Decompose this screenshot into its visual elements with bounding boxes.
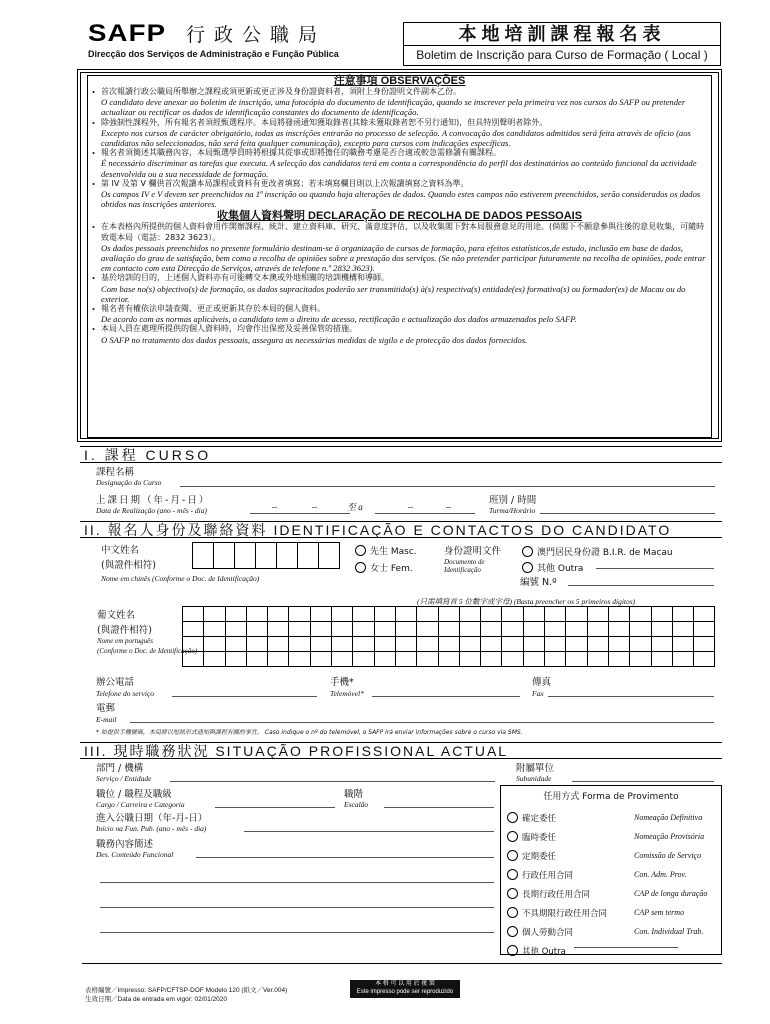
observation-item <box>92 304 707 324</box>
section-course-heading: I. 課程 CURSO <box>80 446 722 463</box>
provimento-label-pt: Nomeação Provisória <box>634 832 705 841</box>
pt-name-cell[interactable] <box>310 622 331 637</box>
provimento-label-cn: 不具期限行政任用合同 <box>522 908 608 919</box>
pt-name-cell[interactable] <box>268 622 289 637</box>
provimento-radio[interactable] <box>507 907 518 918</box>
pt-name-cell[interactable] <box>332 607 353 622</box>
data-declaration-heading: 收集個人資料聲明 DECLARAÇÃO DE RECOLHA DE DADOS PESSOAIS <box>216 210 583 223</box>
pt-name-cell[interactable] <box>672 622 693 637</box>
prov-other-field[interactable] <box>574 947 678 948</box>
pt-name-cell[interactable] <box>459 637 480 652</box>
pt-name-cell[interactable] <box>523 652 544 667</box>
pt-name-cell[interactable] <box>310 637 331 652</box>
date-dash-2: – <box>312 502 317 513</box>
provimento-option[interactable] <box>501 903 721 922</box>
pt-name-cell[interactable] <box>587 652 608 667</box>
observation-text-cn: • 基於培訓的目的，上述個人資料亦有可能轉交本澳或外地相關的培訓機構和導師。 <box>101 273 389 283</box>
pt-name-cell[interactable] <box>204 652 225 667</box>
pt-name-cell[interactable] <box>694 622 715 637</box>
pt-name-cell[interactable] <box>289 652 310 667</box>
pt-name-cell[interactable] <box>225 607 246 622</box>
logo-chinese: 行政公職局 <box>186 24 327 46</box>
pt-name-cell[interactable] <box>246 637 267 652</box>
pt-name-cell[interactable] <box>310 607 331 622</box>
pt-name-cell[interactable] <box>353 607 374 622</box>
pt-name-cell[interactable] <box>630 607 651 622</box>
pt-name-cell[interactable] <box>268 607 289 622</box>
pt-name-cell[interactable] <box>587 622 608 637</box>
pt-name-cell[interactable] <box>694 652 715 667</box>
observations-heading: 注意事項 OBSERVAÇÕES <box>333 75 466 87</box>
pt-name-cell[interactable] <box>651 652 672 667</box>
pt-name-cell[interactable] <box>204 622 225 637</box>
escalao-label-pt: Escalão <box>344 800 369 809</box>
observation-text-cn: • 本局人員在處理所提供的個人資料時，均會作出保密及妥善保管的措施。 <box>101 324 357 334</box>
provimento-label-cn: 長期行政任用合同 <box>522 889 591 900</box>
pt-name-cell[interactable] <box>481 652 502 667</box>
other-doc-radio[interactable] <box>522 562 533 573</box>
pt-name-cell[interactable] <box>268 652 289 667</box>
course-date-label: 上課日期（年-月-日） <box>96 495 211 506</box>
start-date-field[interactable] <box>250 513 350 514</box>
mobile-field[interactable] <box>372 696 520 697</box>
pt-name-cell[interactable] <box>672 637 693 652</box>
provimento-label-pt: CAP sem termo <box>634 908 685 917</box>
pt-name-cell[interactable] <box>289 607 310 622</box>
course-date-label-pt: Data de Realização (ano - mês - dia) <box>96 506 208 515</box>
provimento-box <box>500 785 722 955</box>
pt-name-cell[interactable] <box>289 622 310 637</box>
chinese-name-label: 中文姓名 <box>101 545 140 556</box>
provimento-label-pt: Comissão de Serviço <box>634 851 702 860</box>
subunit-label-pt: Subunidade <box>516 774 552 783</box>
pt-name-cell[interactable] <box>225 652 246 667</box>
pt-name-cell[interactable] <box>395 607 416 622</box>
pt-name-cell[interactable] <box>672 607 693 622</box>
dept-label: 部門 / 機構 <box>96 763 144 774</box>
pt-name-cell[interactable] <box>246 622 267 637</box>
form-title-pt: Boletim de Inscrição para Curso de Formação ( Local ) <box>416 48 708 62</box>
chinese-name-label-2: (與證件相符) <box>101 560 156 571</box>
footer-divider <box>82 963 722 964</box>
email-field[interactable] <box>130 722 714 723</box>
pt-name-cell[interactable] <box>523 607 544 622</box>
pt-name-cell[interactable] <box>183 622 204 637</box>
fax-label: 傳真 <box>532 677 552 688</box>
provimento-label-cn: 臨時委任 <box>522 832 557 843</box>
pt-name-cell[interactable] <box>353 622 374 637</box>
female-label: 女士 Fem. <box>370 564 413 574</box>
observation-item <box>92 148 707 179</box>
fax-field[interactable] <box>548 696 714 697</box>
female-option[interactable] <box>355 558 413 576</box>
pt-name-cell[interactable] <box>183 607 204 622</box>
pt-name-cell[interactable] <box>630 637 651 652</box>
pt-name-cell[interactable] <box>545 652 566 667</box>
provimento-title: 任用方式 Forma de Provimento <box>543 792 679 802</box>
section-identification-heading: II. 報名人身份及聯絡資料 IDENTIFICAÇÃO E CONTACTOS DO CANDIDATO <box>80 521 722 538</box>
pt-name-cell[interactable] <box>183 637 204 652</box>
pt-name-cell[interactable] <box>545 607 566 622</box>
observation-text-cn: • 報名者有權依法申請查閱、更正或更新其存於本局的個人資料。 <box>101 304 325 314</box>
pt-name-cell[interactable] <box>481 637 502 652</box>
pt-name-label-pt-2: (Conforme o Doc. de Identificação) <box>97 647 198 655</box>
provimento-option[interactable] <box>501 865 721 884</box>
pt-name-cell[interactable] <box>417 622 438 637</box>
footer-form-number: 表格編號／Impresso: SAFP/CFTSP-DOF Modelo 120 (紙文／Ver.004) <box>85 987 288 994</box>
doc-number-label: 編號 N.º <box>520 577 557 588</box>
pt-name-cell[interactable] <box>608 622 629 637</box>
observation-item <box>92 222 707 273</box>
pt-name-cell[interactable] <box>417 607 438 622</box>
bir-radio[interactable] <box>522 546 533 557</box>
sms-note: * 如提供手機號碼，本局將以短訊形式通知與課程有關的事宜。 Caso indique o nº do telemóvel, o SAFP irá enviar informações sobre o curso via SMS. <box>96 729 523 736</box>
pt-name-cell[interactable] <box>651 622 672 637</box>
pt-name-cell[interactable] <box>566 607 587 622</box>
pt-name-cell[interactable] <box>395 652 416 667</box>
observation-text-cn: • 在本表格內所提供的個人資料會用作開辦課程、統計、建立資料庫、研究、滿意度評估，以及收集閣下對本局服務意見的用途。(倘閣下不願意參與往後的意見收集，可隨時致電本局（電話：2832 3623）。 <box>101 222 705 242</box>
other-doc-label: 其他 Outra <box>537 564 584 574</box>
escalao-field[interactable] <box>384 807 494 808</box>
pt-name-cell[interactable] <box>417 637 438 652</box>
observation-text-cn: • 第 IV 及第 V 欄供首次報讀本局課程或資料有更改者填寫；若未填寫欄目則以上次報讀填寫之資料為準。 <box>101 178 469 188</box>
pt-name-cell[interactable] <box>246 652 267 667</box>
provimento-label-cn: 定期委任 <box>522 851 557 862</box>
stamp-text-pt: Este impresso pode ser reproduzido <box>356 989 454 995</box>
safp-logo <box>88 20 388 60</box>
observation-item <box>92 324 707 344</box>
other-doc-field[interactable] <box>596 568 714 569</box>
pt-name-cell[interactable] <box>481 622 502 637</box>
pt-name-cell[interactable] <box>374 637 395 652</box>
pt-name-cell[interactable] <box>587 607 608 622</box>
reproduction-stamp <box>350 980 460 998</box>
pt-name-cell[interactable] <box>545 637 566 652</box>
email-label-pt: E-mail <box>96 715 117 724</box>
id-doc-label-pt: Documento de Identificação <box>444 558 485 574</box>
course-name-field[interactable] <box>180 486 715 487</box>
pt-name-cell[interactable] <box>545 622 566 637</box>
cargo-field[interactable] <box>215 807 335 808</box>
female-radio[interactable] <box>355 562 366 573</box>
pt-name-cell[interactable] <box>395 637 416 652</box>
observation-text-pt: De acordo com as normas aplicáveis, o candidato tem o direito de acesso, rectificação e actualização dos dados armazenados pelo SAFP. <box>101 314 577 325</box>
class-label: 班別 / 時間 <box>489 495 537 506</box>
provimento-label-pt: Con. Individual Trab. <box>634 927 704 936</box>
observation-text-cn: • 除強制性課程外，所有報名者須經甄選程序。本局將發函通知獲取錄者(其餘未獲取錄者恕不另行通知)，但具特別聲明者除外。 <box>101 117 548 127</box>
pt-name-cell[interactable] <box>332 652 353 667</box>
provimento-option[interactable] <box>501 827 721 846</box>
pt-name-cell[interactable] <box>523 622 544 637</box>
pt-name-cell[interactable] <box>438 637 459 652</box>
observation-text-pt: Os campos IV e V devem ser preenchidos na 1ª inscrição ou quando haja alterações de dados. Quando estes campos não estiverem preenchidos, serão considerados os dados obtidos nas inscrições anteriores. <box>101 189 701 210</box>
office-phone-field[interactable] <box>172 696 317 697</box>
pt-name-cell[interactable] <box>417 652 438 667</box>
pt-name-cell[interactable] <box>332 622 353 637</box>
provimento-label-pt: Con. Adm. Prov. <box>634 870 687 879</box>
pt-name-cell[interactable] <box>566 622 587 637</box>
pt-name-cell[interactable] <box>566 652 587 667</box>
pt-name-cell[interactable] <box>502 607 523 622</box>
pt-name-cell[interactable] <box>694 637 715 652</box>
chinese-name-grid[interactable] <box>192 542 340 569</box>
pt-name-cell[interactable] <box>268 637 289 652</box>
pt-name-cell[interactable] <box>630 622 651 637</box>
provimento-option[interactable] <box>501 846 721 865</box>
provimento-option[interactable] <box>501 884 721 903</box>
subunit-field[interactable] <box>572 781 714 782</box>
provimento-radio[interactable] <box>507 945 518 956</box>
provimento-label-cn: 確定委任 <box>522 813 557 824</box>
pt-name-cell[interactable] <box>523 637 544 652</box>
provimento-radio[interactable] <box>507 888 518 899</box>
pt-name-cell[interactable] <box>608 637 629 652</box>
male-radio[interactable] <box>355 545 366 556</box>
start-public-label: 進入公職日期（年-月-日） <box>96 813 208 824</box>
pt-name-cell[interactable] <box>651 637 672 652</box>
form-title-cn: 本地培訓課程報名表 <box>404 23 720 46</box>
fax-label-pt: Fax <box>532 689 544 698</box>
pt-name-cell[interactable] <box>204 607 225 622</box>
observation-text-cn: • 報名者須簡述其職務內容，本局甄選學員時將根據其從事或即將擔任的職務考慮是否合適或較急需修讀有關課程。 <box>101 148 501 158</box>
provimento-label-cn: 個人勞動合同 <box>522 927 574 938</box>
course-name-label-pt: Designação do Curso <box>96 478 162 487</box>
pt-name-cell[interactable] <box>459 607 480 622</box>
end-date-field[interactable] <box>375 513 475 514</box>
logo-portuguese: Direcção dos Serviços de Administração e Função Pública <box>88 49 339 59</box>
footer-effective-date: 生效日期／Data de entrada em vigor: 02/01/2020 <box>85 996 227 1003</box>
pt-name-cell[interactable] <box>587 637 608 652</box>
logo-text: SAFP <box>88 20 167 47</box>
start-public-field[interactable] <box>244 831 494 832</box>
pt-name-cell[interactable] <box>183 652 204 667</box>
office-phone-label: 辦公電話 <box>96 677 135 688</box>
pt-name-cell[interactable] <box>438 622 459 637</box>
pt-name-cell[interactable] <box>502 652 523 667</box>
mobile-label-pt: Telemóvel* <box>330 689 364 698</box>
duties-field-4[interactable] <box>100 932 494 933</box>
observation-item <box>92 87 707 118</box>
male-label: 先生 Masc. <box>370 547 417 557</box>
cargo-label: 職位 / 職程及職級 <box>96 789 172 800</box>
male-option[interactable] <box>355 541 417 559</box>
observation-item <box>92 118 707 149</box>
course-name-label: 課程名稱 <box>96 467 135 478</box>
dept-label-pt: Serviço / Entidade <box>96 774 152 783</box>
pt-name-cell[interactable] <box>608 607 629 622</box>
pt-name-label-2: (與證件相符) <box>97 625 152 636</box>
cargo-label-pt: Cargo / Carreira e Categoria <box>96 800 185 809</box>
pt-name-cell[interactable] <box>246 607 267 622</box>
pt-name-cell[interactable] <box>310 652 331 667</box>
provimento-label-pt: CAP de longa duração <box>634 889 708 898</box>
pt-name-cell[interactable] <box>694 607 715 622</box>
pt-name-cell[interactable] <box>353 637 374 652</box>
pt-name-cell[interactable] <box>289 637 310 652</box>
observation-item <box>92 273 707 304</box>
pt-name-cell[interactable] <box>502 637 523 652</box>
provimento-label-cn: 行政任用合同 <box>522 870 574 881</box>
provimento-radio[interactable] <box>507 831 518 842</box>
subunit-label: 附屬單位 <box>516 763 555 774</box>
stamp-text-cn: 本 格 可 以 用 於 複 製 <box>375 981 435 987</box>
duties-field-1[interactable] <box>196 857 494 858</box>
doc-number-field[interactable] <box>568 585 714 586</box>
duties-label-pt: Des. Conteúdo Funcional <box>96 850 174 859</box>
pt-name-cell[interactable] <box>374 607 395 622</box>
date-dash-4: – <box>446 502 451 513</box>
pt-name-cell[interactable] <box>225 622 246 637</box>
duties-field-2[interactable] <box>100 882 494 883</box>
observation-text-pt: O candidato deve anexar ao boletim de inscrição, uma fotocópia do documento de identificação, quando se inscrever pela primeira vez nos cursos do SAFP ou pretender actualizar ou rectificar os dados de identificação constantes do documento de identificação. <box>101 97 686 118</box>
provimento-radio[interactable] <box>507 869 518 880</box>
bir-label: 澳門居民身份證 B.I.R. de Macau <box>537 548 673 558</box>
pt-name-cell[interactable] <box>204 637 225 652</box>
pt-name-cell[interactable] <box>353 652 374 667</box>
provimento-option[interactable] <box>501 941 721 960</box>
email-label: 電郵 <box>96 703 116 714</box>
pt-name-cell[interactable] <box>438 652 459 667</box>
chinese-name-label-pt: Nome em chinês (Conforme o Doc. de Identificação) <box>101 574 260 583</box>
pt-name-cell[interactable] <box>374 652 395 667</box>
section-professional-heading: III. 現時職務狀況 SITUAÇÃO PROFISSIONAL ACTUAL <box>80 742 722 759</box>
provimento-radio[interactable] <box>507 850 518 861</box>
class-field[interactable] <box>540 513 715 514</box>
observation-text-cn: • 首次報讀行政公職局所舉辦之課程或須更新或更正涉及身份證資料者，須附上身份證明文件副本乙份。 <box>101 87 461 96</box>
observation-text-pt: É necessário discriminar as tarefas que executa. A selecção dos candidatos terá em conta a correspondência do perfil dos destinatários ao conteúdo funcional da actividade desenvolvida ou a sua necessidade de formação. <box>101 158 697 179</box>
duties-label: 職務內容簡述 <box>96 839 154 850</box>
pt-name-cell[interactable] <box>672 652 693 667</box>
pt-name-cell[interactable] <box>566 637 587 652</box>
pt-name-cell[interactable] <box>608 652 629 667</box>
pt-name-cell[interactable] <box>225 637 246 652</box>
pt-name-cell[interactable] <box>332 637 353 652</box>
pt-name-cell[interactable] <box>651 607 672 622</box>
pt-name-cell[interactable] <box>374 622 395 637</box>
start-public-label-pt: Início na Fun. Pub. (ano - mês - dia) <box>96 824 207 833</box>
pt-name-cell[interactable] <box>481 607 502 622</box>
pt-name-cell[interactable] <box>459 652 480 667</box>
observation-text-pt: O SAFP no tratamento dos dados pessoais, assegura as necessárias medidas de sigilo e de protecção dos dados fornecidos. <box>101 334 528 345</box>
observation-item <box>92 179 707 210</box>
pt-name-grid[interactable] <box>182 606 715 667</box>
date-to-label: 至 a <box>347 502 363 512</box>
form-title-box <box>403 22 721 66</box>
provimento-option[interactable] <box>501 808 721 827</box>
provimento-radio[interactable] <box>507 926 518 937</box>
date-dash-3: – <box>408 502 413 513</box>
pt-name-cell[interactable] <box>630 652 651 667</box>
duties-field-3[interactable] <box>100 907 494 908</box>
observation-text-pt: Os dados pessoais preenchidos no presente formulário destinam-se à organização de cursos de formação, para efeitos estatísticos,de estudo, inclusão em base de dados, avaliação do grau de satisfação, bem como a recolha de opiniões sobre a prestação dos serviços. (Se não pretender participar futuramente na recolha de opiniões, pode entrar em contacto com esta Direcção de Serviços, através de telefone n.º 2832 3623). <box>101 242 706 274</box>
pt-name-cell[interactable] <box>459 622 480 637</box>
pt-name-cell[interactable] <box>502 622 523 637</box>
pt-name-label-pt: Nome em português <box>97 637 153 645</box>
provimento-option[interactable] <box>501 922 721 941</box>
office-phone-label-pt: Telefone do serviço <box>96 689 155 698</box>
date-dash-1: – <box>272 502 277 513</box>
id-doc-label: 身份證明文件 <box>444 546 502 557</box>
observation-text-pt: Excepto nos cursos de carácter obrigatório, todas as inscrições entrarão no processo de selecção. A convocação dos candidatos admitidos será feita através de ofício (aos candidatos não seleccionados, não será feita qualquer comunicação), excepto para cursos com indicações específicas. <box>101 127 691 149</box>
dept-field[interactable] <box>170 781 495 782</box>
observations-box <box>77 69 722 442</box>
pt-name-cell[interactable] <box>438 607 459 622</box>
class-label-pt: Turma/Horário <box>489 506 536 515</box>
provimento-label-cn: 其他 Outra <box>522 946 566 957</box>
escalao-label: 職階 <box>344 789 364 800</box>
provimento-label-pt: Nomeação Definitiva <box>634 813 703 822</box>
mobile-label: 手機* <box>330 677 354 688</box>
provimento-radio[interactable] <box>507 812 518 823</box>
fill-hint: (只需填寫首 5 位數字或字母) (Basta preencher os 5 primeiros dígitos) <box>417 597 636 606</box>
observation-text-pt: Com base no(s) objectivo(s) de formação, os dados supracitados poderão ser transmitido(s) à(s) respectiva(s) entidade(es) formativa(s) ou formador(es) de Macau ou do exterior. <box>101 283 686 304</box>
pt-name-cell[interactable] <box>395 622 416 637</box>
pt-name-label: 葡文姓名 <box>97 610 136 621</box>
